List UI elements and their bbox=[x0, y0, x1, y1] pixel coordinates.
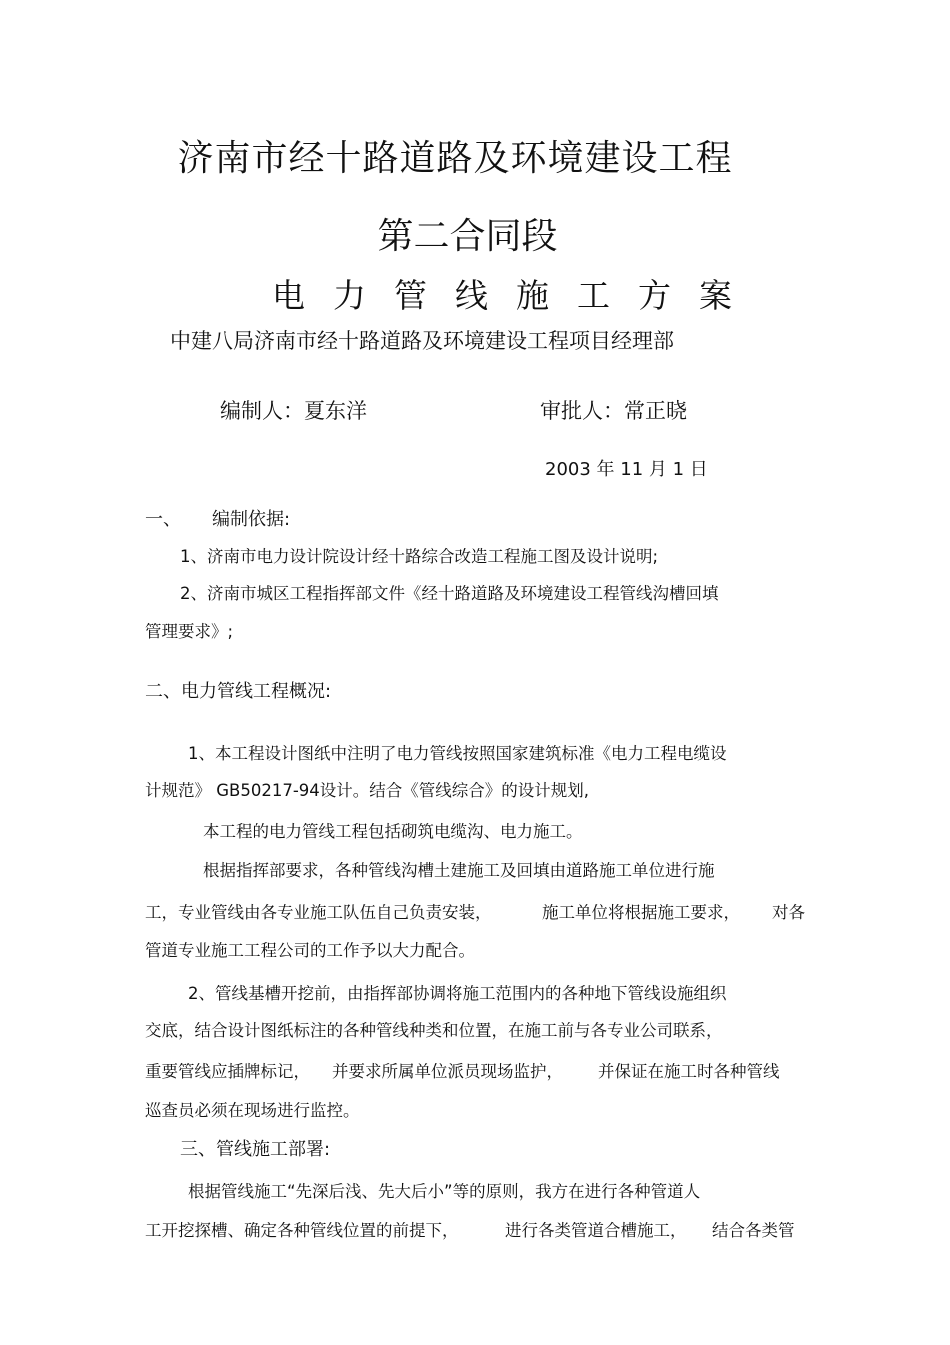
overview-line: 并要求所属单位派员现场监护， bbox=[332, 1062, 563, 1081]
contract-section-title: 第二合同段 bbox=[377, 216, 558, 257]
overview-line: 施工单位将根据施工要求， bbox=[542, 903, 740, 922]
document-date: 2003 年 11 月 1 日 bbox=[545, 459, 708, 480]
deployment-line: 结合各类管 bbox=[712, 1221, 795, 1240]
deployment-line: 进行各类管道合槽施工， bbox=[505, 1221, 687, 1240]
overview-line: 并保证在施工时各种管线 bbox=[598, 1062, 780, 1081]
overview-line: 根据指挥部要求，各种管线沟槽土建施工及回填由道路施工单位进行施 bbox=[203, 861, 715, 880]
section-1-number: 一、 bbox=[145, 509, 181, 530]
section-1-heading: 编制依据: bbox=[212, 509, 291, 530]
overview-line: 管道专业施工工程公司的工作予以大力配合。 bbox=[145, 941, 475, 960]
overview-line: 2、管线基槽开挖前，由指挥部协调将施工范围内的各种地下管线设施组织 bbox=[188, 984, 727, 1003]
overview-line: 对各 bbox=[772, 903, 805, 922]
overview-line: 计规范》 GB50217-94设计。结合《管线综合》的设计规划, bbox=[145, 781, 590, 800]
overview-line: 巡查员必须在现场进行监控。 bbox=[145, 1101, 360, 1120]
deployment-line: 工开挖探槽、确定各种管线位置的前提下， bbox=[145, 1221, 459, 1240]
overview-line: 1、本工程设计图纸中注明了电力管线按照国家建筑标准《电力工程电缆设 bbox=[188, 744, 727, 763]
basis-item-2-cont: 管理要求》; bbox=[145, 622, 234, 641]
plan-title: 电力管线施工方案 bbox=[272, 276, 760, 315]
basis-item-2: 2、济南市城区工程指挥部文件《经十路道路及环境建设工程管线沟槽回填 bbox=[180, 584, 719, 603]
compiler-label: 编制人：夏东洋 bbox=[220, 399, 367, 423]
overview-line: 重要管线应插牌标记， bbox=[145, 1062, 310, 1081]
deployment-line: 根据管线施工“先深后浅、先大后小”等的原则，我方在进行各种管道人 bbox=[188, 1182, 701, 1201]
section-2-heading: 二、电力管线工程概况: bbox=[145, 681, 332, 702]
overview-line: 本工程的电力管线工程包括砌筑电缆沟、电力施工。 bbox=[203, 822, 583, 841]
overview-line: 工，专业管线由各专业施工队伍自己负责安装， bbox=[145, 903, 492, 922]
basis-item-1: 1、济南市电力设计院设计经十路综合改造工程施工图及设计说明; bbox=[180, 547, 659, 566]
section-3-heading: 三、管线施工部署: bbox=[180, 1139, 331, 1160]
approver-label: 审批人：常正晓 bbox=[540, 399, 687, 423]
organization-name: 中建八局济南市经十路道路及环境建设工程项目经理部 bbox=[170, 329, 674, 353]
document-title: 济南市经十路道路及环境建设工程 bbox=[177, 138, 733, 179]
overview-line: 交底，结合设计图纸标注的各种管线种类和位置，在施工前与各专业公司联系， bbox=[145, 1021, 723, 1040]
